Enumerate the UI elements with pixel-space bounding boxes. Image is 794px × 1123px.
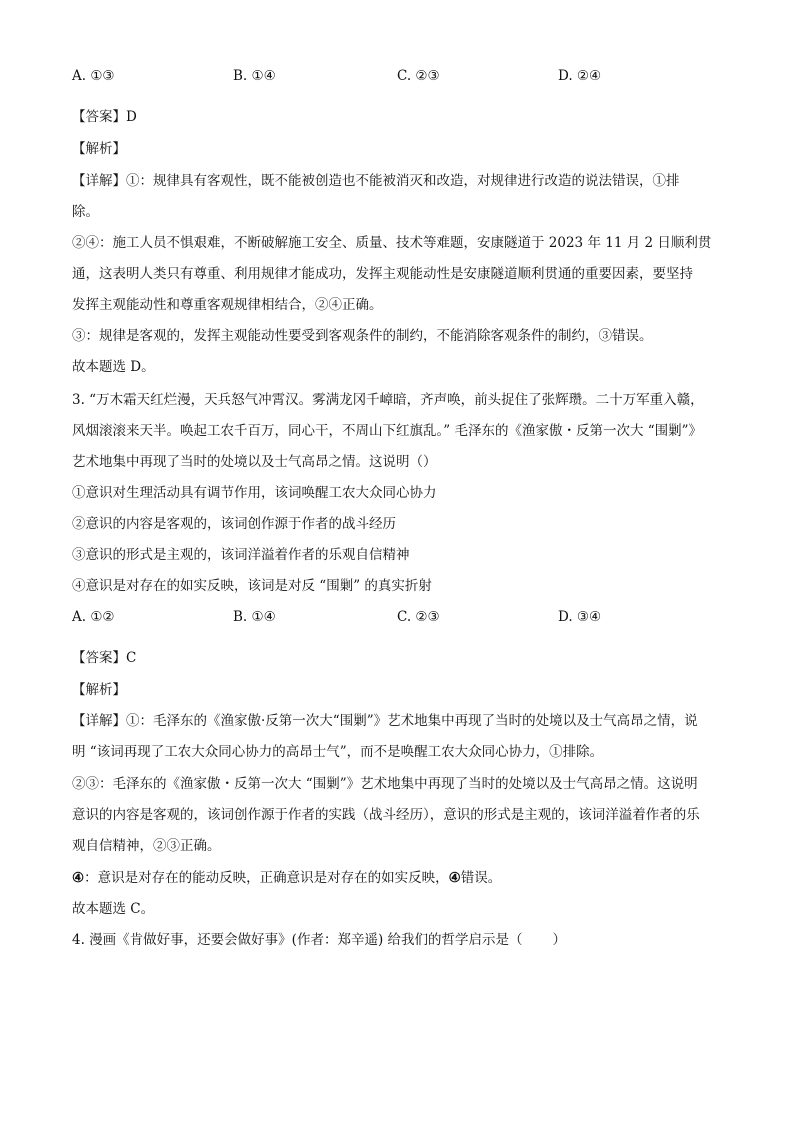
q4-stem-close: ） bbox=[552, 932, 566, 948]
q3-stem-line-0: 3. “万木霜天红烂漫，天兵怒气冲霄汉。雾满龙冈千嶂暗，齐声唤，前头捉住了张辉瓒。二十万军重入赣， bbox=[72, 392, 704, 408]
q3-answer bbox=[72, 648, 136, 668]
q3-option-d: D. ③④ bbox=[558, 609, 602, 625]
q2-option-a: A. ①③ bbox=[72, 68, 115, 84]
q3-option-c: C. ②③ bbox=[397, 609, 440, 625]
q2-answer-label: 【答案】 bbox=[72, 109, 126, 125]
q2-answer-value: D bbox=[126, 109, 137, 125]
q3-answer-label: 【答案】 bbox=[72, 650, 126, 666]
q3-statement-3: ③意识的形式是主观的，该词洋溢着作者的乐观自信精神 bbox=[72, 547, 410, 563]
q3-detail-line-1: 明 “该词再现了工农大众同心协力的高昂士气”，而不是唤醒工农大众同心协力，①排除。 bbox=[72, 744, 604, 760]
q3-detail-line-3: 意识的内容是客观的，该词创作源于作者的实践（战斗经历），意识的形式是主观的，该词洋溢着作者的乐 bbox=[72, 807, 700, 823]
q3-note-mark-2: ④ bbox=[448, 870, 461, 886]
q3-detail-label: 【详解】 bbox=[72, 713, 126, 729]
q2-detail-line-1: 除。 bbox=[72, 204, 99, 220]
q3-statement-1: ①意识对生理活动具有调节作用，该词唤醒工农大众同心协力 bbox=[72, 485, 437, 501]
q3-note-text: ：意识是对存在的能动反映，正确意识是对存在的如实反映， bbox=[84, 870, 449, 886]
q2-detail-line-3: 通，这表明人类只有尊重、利用规律才能成功，发挥主观能动性是安康隧道顺利贯通的重要因素，要坚持 bbox=[72, 266, 693, 282]
q3-option-b: B. ①④ bbox=[233, 609, 276, 625]
q2-answer bbox=[72, 107, 137, 127]
q2-detail-line-5: ③：规律是客观的，发挥主观能动性要受到客观条件的制约，不能消除客观条件的制约，③错误。 bbox=[72, 328, 653, 344]
q2-detail-line-4: 发挥主观能动性和尊重客观规律相结合，②④正确。 bbox=[72, 297, 383, 313]
q3-statement-4: ④意识是对存在的如实反映，该词是对反 “围剿” 的真实折射 bbox=[72, 578, 432, 594]
q3-detail-line-4: 观自信精神，②③正确。 bbox=[72, 838, 221, 854]
q3-stem-line-2: 艺术地集中再现了当时的处境以及士气高昂之情。这说明（） bbox=[72, 454, 437, 470]
q3-detail-text-0: ①：毛泽东的《渔家傲·反第一次大“围剿”》艺术地集中再现了当时的处境以及士气高昂之情，说 bbox=[126, 713, 698, 729]
q3-answer-value: C bbox=[126, 650, 137, 666]
q2-detail-line-0 bbox=[72, 171, 680, 191]
q3-detail-line-5 bbox=[72, 868, 501, 888]
q2-option-d: D. ②④ bbox=[558, 68, 602, 84]
q4-stem-text: 4. 漫画《肯做好事，还要会做好事》(作者：郑辛遥) 给我们的哲学启示是（ bbox=[72, 932, 523, 948]
q2-option-b: B. ①④ bbox=[233, 68, 276, 84]
q2-conclusion: 故本题选 D。 bbox=[72, 359, 155, 375]
q3-detail-line-0 bbox=[72, 711, 698, 731]
q2-detail-label: 【详解】 bbox=[72, 173, 126, 189]
q3-conclusion: 故本题选 C。 bbox=[72, 901, 155, 917]
q3-note-tail: 错误。 bbox=[460, 870, 502, 886]
q3-analysis-label: 【解析】 bbox=[72, 682, 126, 698]
q2-option-c: C. ②③ bbox=[397, 68, 440, 84]
q2-analysis-label: 【解析】 bbox=[72, 141, 126, 157]
q3-statement-2: ②意识的内容是客观的，该词创作源于作者的战斗经历 bbox=[72, 516, 396, 532]
q3-option-a: A. ①② bbox=[72, 609, 115, 625]
q2-detail-text-0: ①：规律具有客观性，既不能被创造也不能被消灭和改造，对规律进行改造的说法错误，①排 bbox=[126, 173, 680, 189]
q2-detail-line-2: ②④：施工人员不惧艰难，不断破解施工安全、质量、技术等难题，安康隧道于 2023 年 11 月 2 日顺利贯 bbox=[72, 235, 712, 251]
q4-stem bbox=[72, 930, 566, 950]
q3-stem-line-1: 风烟滚滚来天半。唤起工农千百万，同心干，不周山下红旗乱。” 毛泽东的《渔家傲・反第一次大 “围剿”》 bbox=[72, 423, 703, 439]
q3-note-mark: ④ bbox=[72, 870, 85, 886]
q3-detail-line-2: ②③：毛泽东的《渔家傲・反第一次大 “围剿”》艺术地集中再现了当时的处境以及士气高昂之情。这说明 bbox=[72, 776, 698, 792]
